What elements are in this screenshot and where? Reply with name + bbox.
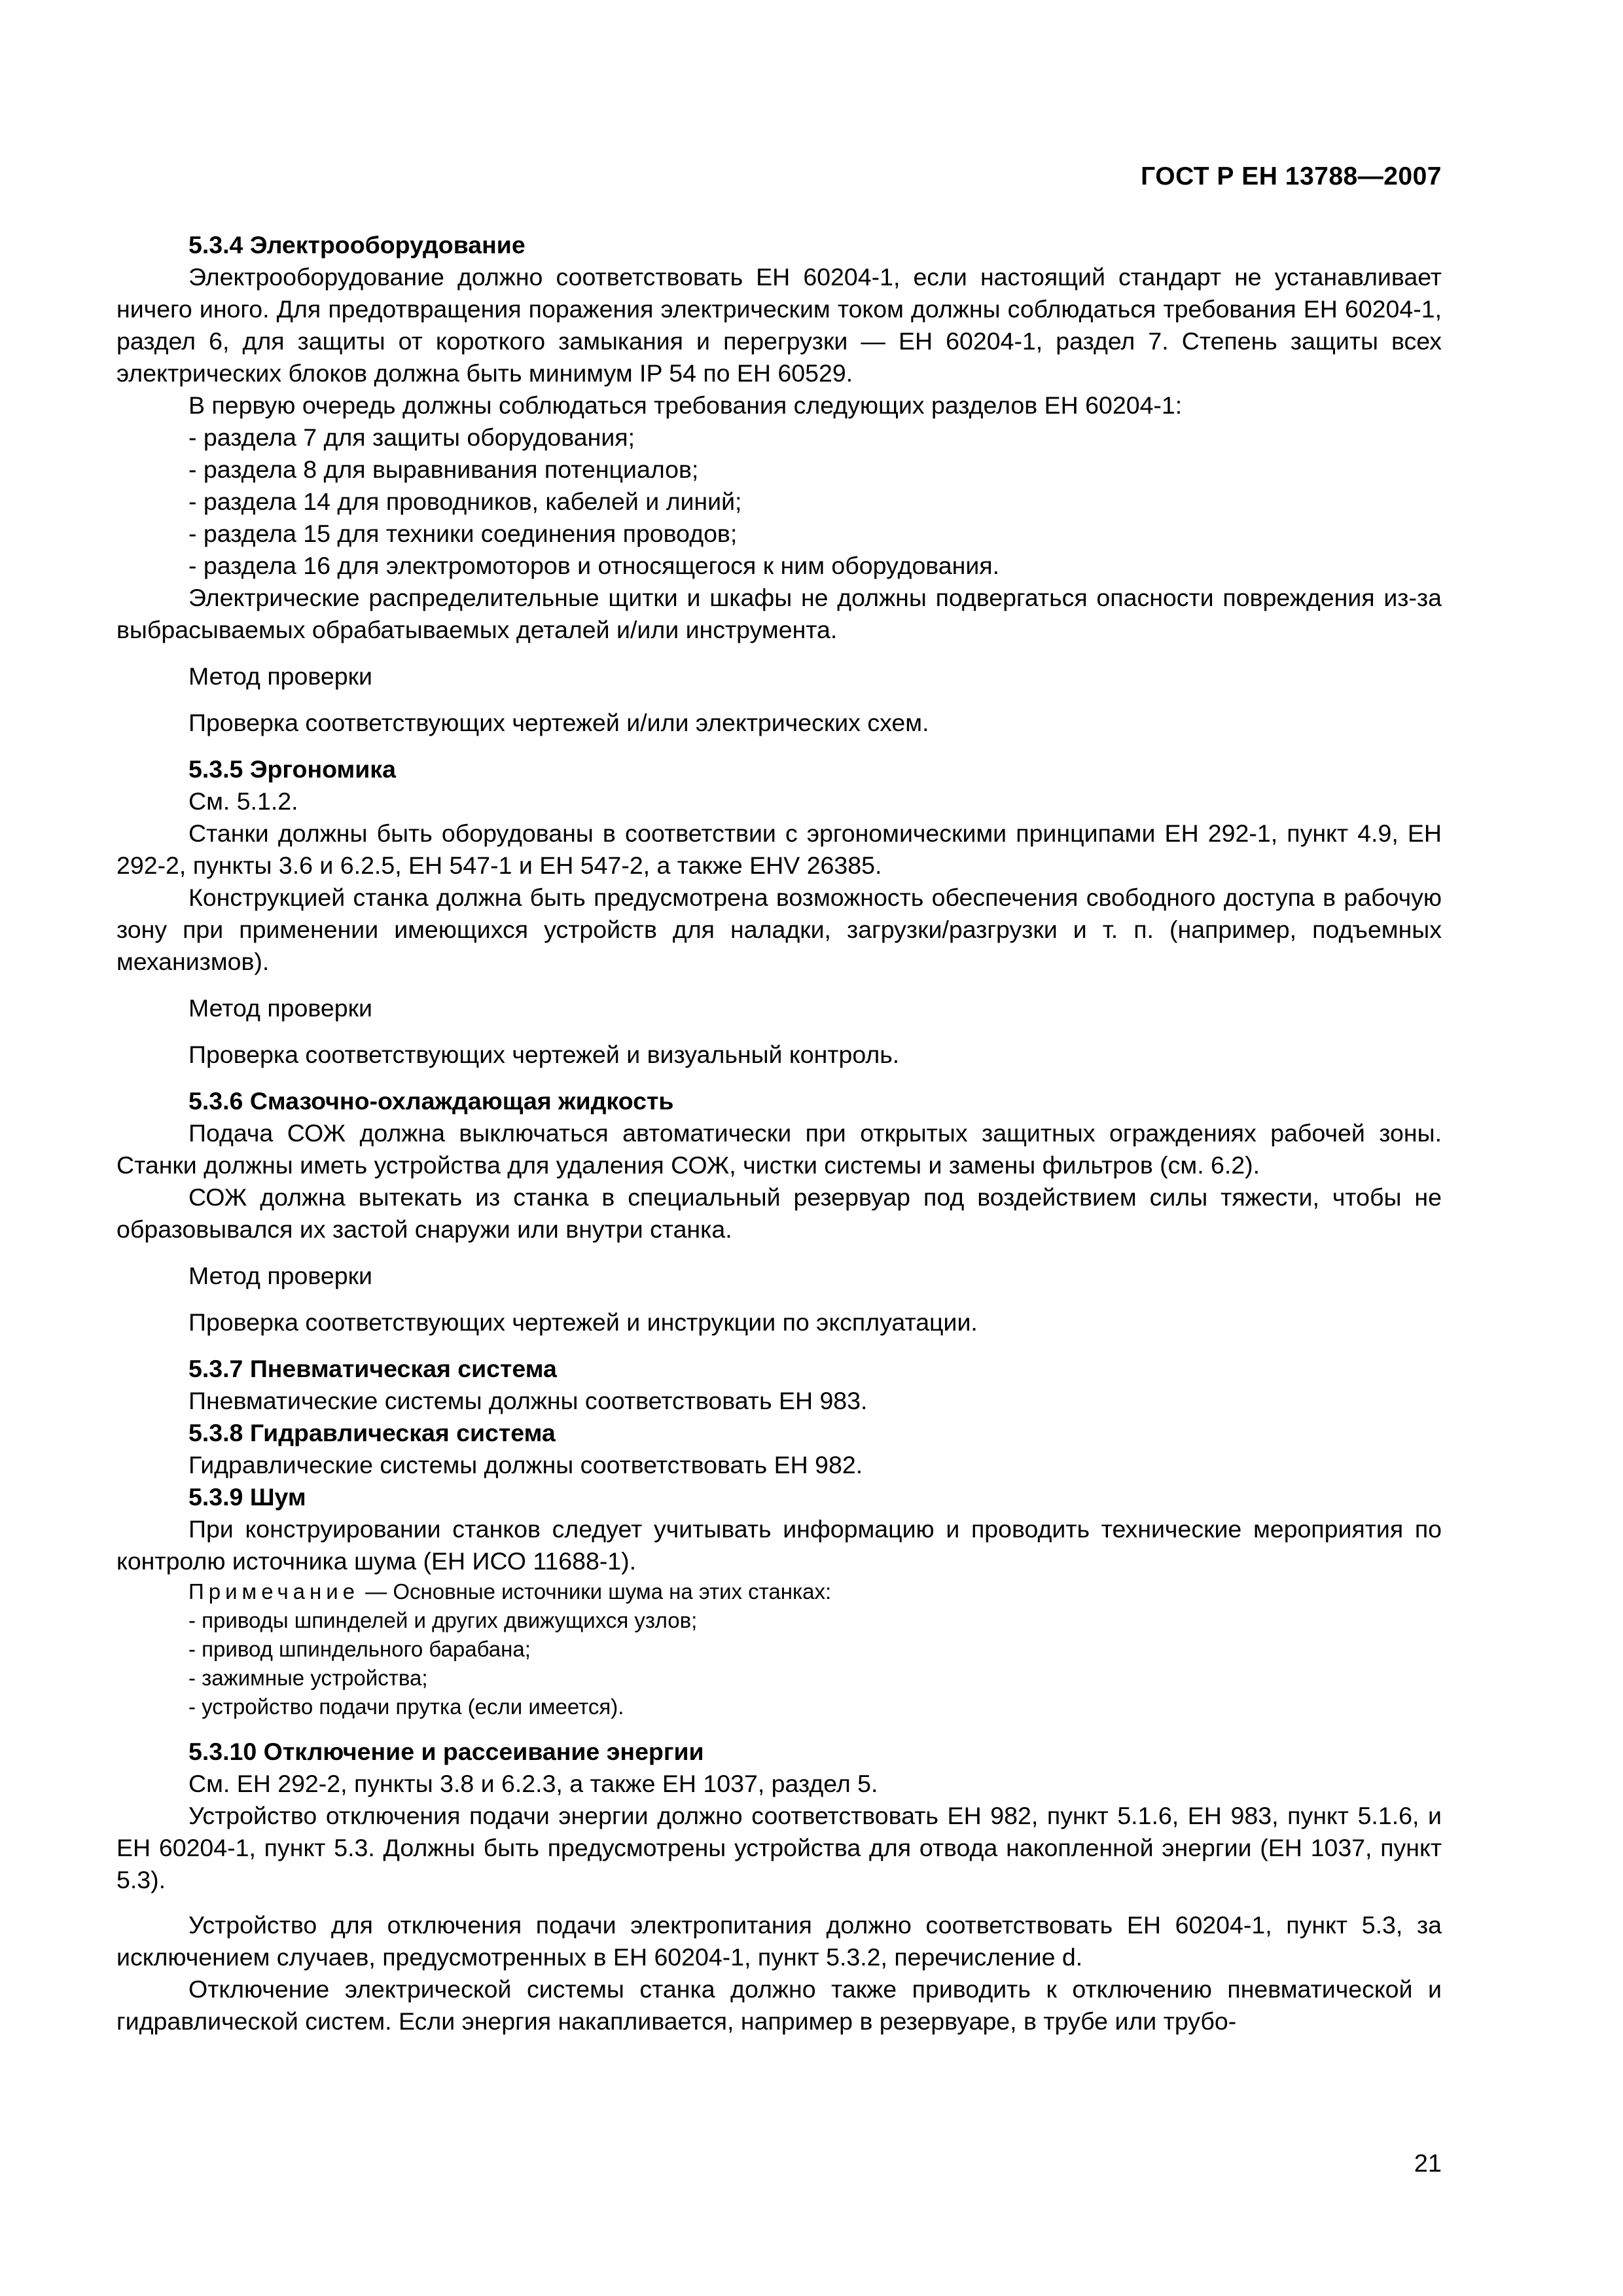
paragraph: В первую очередь должны соблюдаться требования следующих разделов ЕН 60204-1: [188, 391, 1183, 419]
paragraph: См. 5.1.2. [188, 787, 298, 815]
paragraph: Электрооборудование должно соответствовать ЕН 60204-1, если настоящий стандарт не устанавливает ничего иного. Для предотвращения поражения электрическим током должны соблюдаться требования ЕН 60204-1, раздел 6, для защиты от короткого замыкания и перегрузки — ЕН 60204-1, раздел 7. Степень защиты всех электрических блоков должна быть минимум IP 54 по ЕН 60529. [116, 263, 1442, 387]
paragraph: Устройство отключения подачи энергии должно соответствовать ЕН 982, пункт 5.1.6, ЕН 983, пункт 5.1.6, и ЕН 60204-1, пункт 5.3. Должны быть предусмотрены устройства для отвода накопленной энергии (ЕН 1037, пункт 5.3). [116, 1802, 1442, 1893]
paragraph: Электрические распределительные щитки и шкафы не должны подвергаться опасности повреждения из-за выбрасываемых обрабатываемых деталей и/или инструмента. [116, 584, 1442, 643]
paragraph: Отключение электрической системы станка должно также приводить к отключению пневматической и гидравлической систем. Если энергия накапливается, например в резервуаре, в трубе или трубо- [116, 1975, 1442, 2035]
paragraph: При конструировании станков следует учитывать информацию и проводить технические мероприятия по контролю источника шума (ЕН ИСО 11688-1). [116, 1515, 1442, 1575]
paragraph: Конструкцией станка должна быть предусмотрена возможность обеспечения свободного доступа в рабочую зону при применении имеющихся устройств для наладки, загрузки/разгрузки и т. п. (например, подъемных механизмов). [116, 884, 1442, 975]
list-item: - привод шпиндельного барабана; [116, 1635, 1442, 1664]
list-item: - зажимные устройства; [116, 1664, 1442, 1693]
section-heading-5-3-6: 5.3.6 Смазочно-охлаждающая жидкость [188, 1087, 674, 1115]
section-heading-5-3-9: 5.3.9 Шум [188, 1483, 306, 1511]
list-item: - раздела 16 для электромоторов и относящегося к ним оборудования. [116, 550, 1442, 582]
paragraph: Станки должны быть оборудованы в соответствии с эргономическими принципами ЕН 292-1, пункт 4.9, ЕН 292-2, пункты 3.6 и 6.2.5, ЕН 547-1 и ЕН 547-2, а также EHV 26385. [116, 819, 1442, 879]
paragraph: Устройство для отключения подачи электропитания должно соответствовать ЕН 60204-1, пункт 5.3, за исключением случаев, предусмотренных в ЕН 60204-1, пункт 5.3.2, перечисление d. [116, 1911, 1442, 1971]
method-text: Проверка соответствующих чертежей и визуальный контроль. [188, 1041, 900, 1068]
note-intro [116, 1577, 1442, 1606]
document-body [116, 229, 1442, 2037]
note-block [116, 1577, 1442, 1721]
list-item: - приводы шпинделей и других движущихся узлов; [116, 1606, 1442, 1635]
section-heading-5-3-4: 5.3.4 Электрооборудование [188, 231, 526, 259]
section-heading-5-3-5: 5.3.5 Эргономика [188, 755, 396, 783]
section-heading-5-3-10: 5.3.10 Отключение и рассеивание энергии [188, 1738, 704, 1765]
note-text: — Основные источники шума на этих станках: [359, 1579, 832, 1604]
list-item: - раздела 8 для выравнивания потенциалов; [116, 454, 1442, 486]
list-item: - раздела 14 для проводников, кабелей и линий; [116, 486, 1442, 518]
section-heading-5-3-7: 5.3.7 Пневматическая система [188, 1355, 557, 1382]
list-item: - раздела 7 для защиты оборудования; [116, 422, 1442, 454]
method-text: Проверка соответствующих чертежей и/или электрических схем. [188, 709, 929, 736]
list-item: - устройство подачи прутка (если имеется). [116, 1693, 1442, 1721]
page-number: 21 [1414, 2150, 1442, 2178]
section-heading-5-3-8: 5.3.8 Гидравлическая система [188, 1419, 556, 1446]
paragraph: СОЖ должна вытекать из станка в специальный резервуар под воздействием силы тяжести, чтобы не образовывался их застой снаружи или внутри станка. [116, 1183, 1442, 1243]
document-page [116, 0, 1442, 2296]
paragraph: Пневматические системы должны соответствовать ЕН 983. [188, 1387, 868, 1414]
note-label: Примечание [188, 1579, 360, 1604]
standard-header: ГОСТ Р ЕН 13788—2007 [1141, 162, 1442, 190]
method-label: Метод проверки [188, 662, 372, 690]
method-label: Метод проверки [188, 1262, 372, 1289]
paragraph: См. ЕН 292-2, пункты 3.8 и 6.2.3, а также ЕН 1037, раздел 5. [188, 1770, 878, 1797]
method-label: Метод проверки [188, 994, 372, 1022]
requirements-list [116, 422, 1442, 582]
list-item: - раздела 15 для техники соединения проводов; [116, 518, 1442, 550]
noise-sources-list [116, 1606, 1442, 1721]
paragraph: Подача СОЖ должна выключаться автоматически при открытых защитных ограждениях рабочей зоны. Станки должны иметь устройства для удаления СОЖ, чистки системы и замены фильтров (см. 6.2). [116, 1119, 1442, 1179]
method-text: Проверка соответствующих чертежей и инструкции по эксплуатации. [188, 1308, 978, 1336]
paragraph: Гидравлические системы должны соответствовать ЕН 982. [188, 1451, 863, 1479]
